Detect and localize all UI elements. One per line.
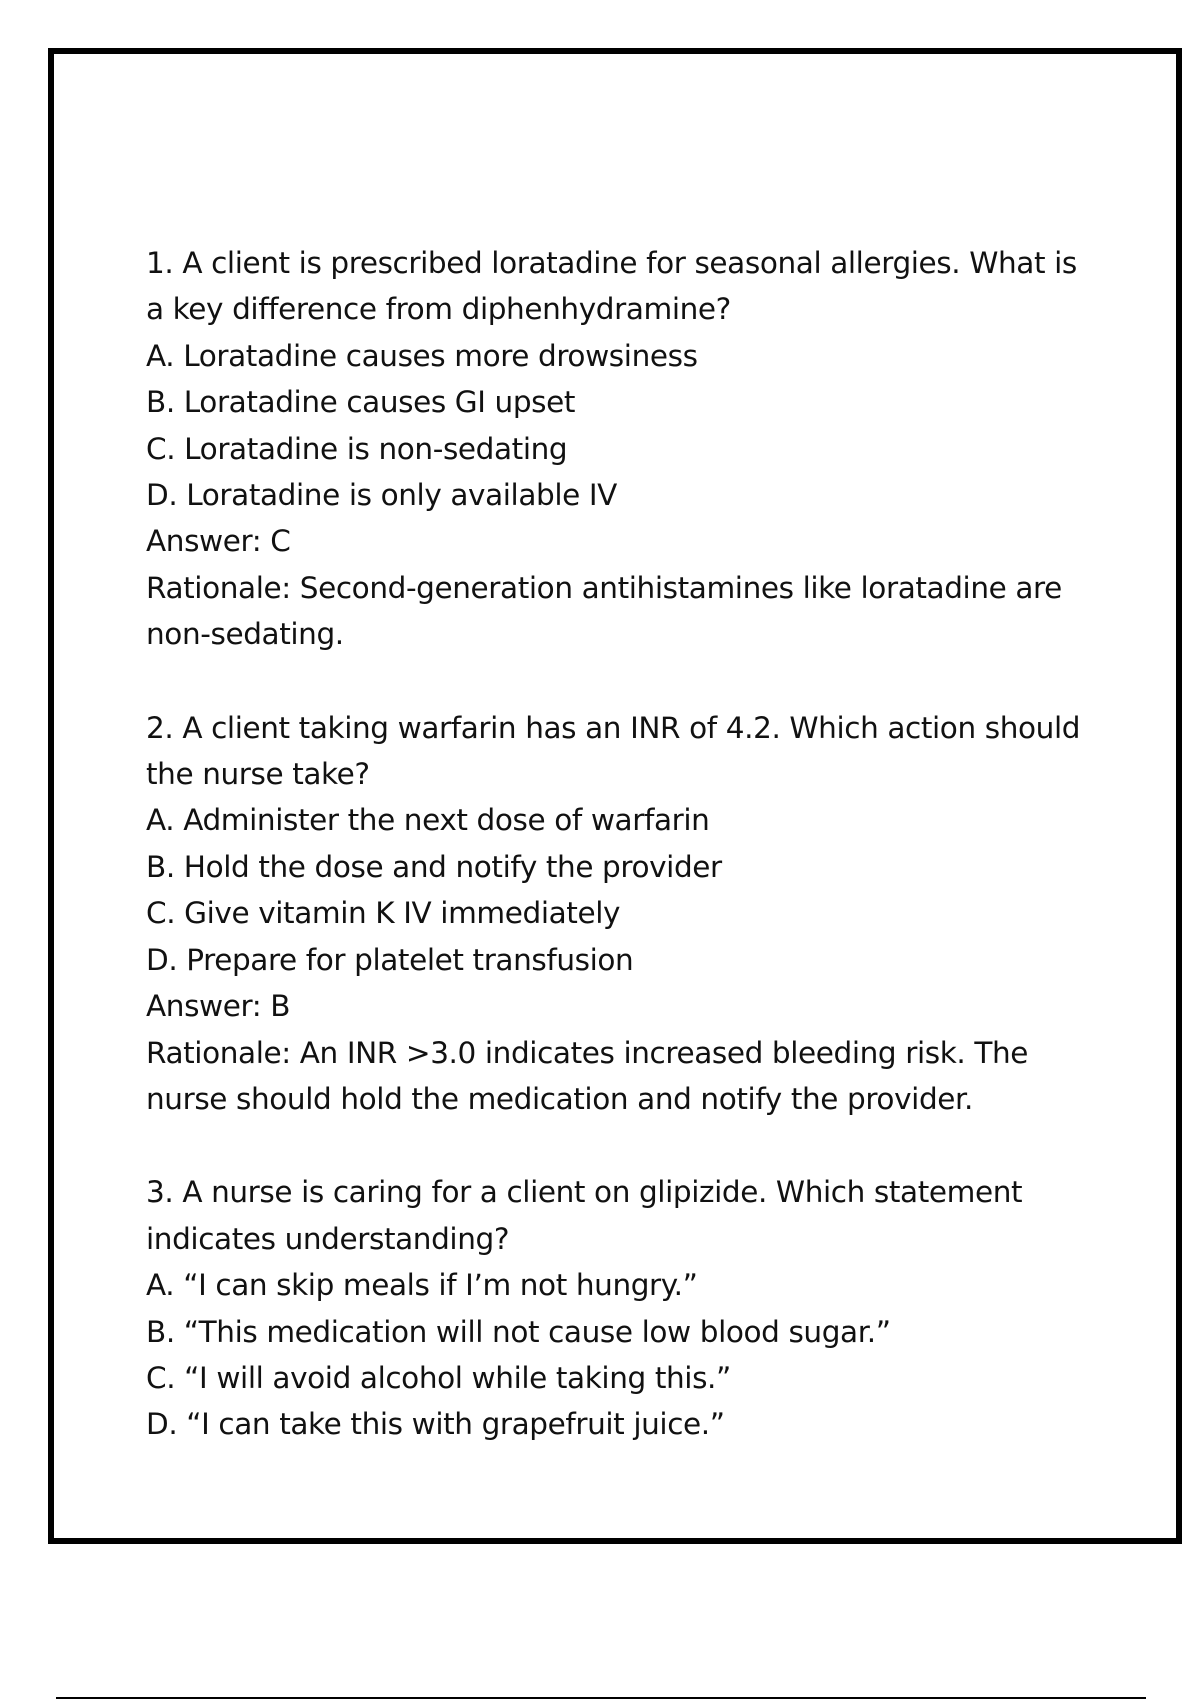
- question-2: [146, 705, 1096, 1123]
- question-1-option-d: D. Loratadine is only available IV: [146, 478, 617, 513]
- question-3: [146, 1169, 1096, 1447]
- question-1-prompt: 1. A client is prescribed loratadine for seasonal allergies. What is a key difference from diphenhydramine?: [146, 246, 1077, 327]
- question-1-answer: Answer: C: [146, 524, 291, 559]
- question-2-option-b: B. Hold the dose and notify the provider: [146, 849, 722, 884]
- question-2-answer: Answer: B: [146, 989, 291, 1024]
- question-2-option-d: D. Prepare for platelet transfusion: [146, 942, 634, 977]
- question-1-rationale: Rationale: Second-generation antihistamines like loratadine are non-sedating.: [146, 570, 1062, 652]
- question-1-option-c: C. Loratadine is non-sedating: [146, 431, 568, 466]
- question-2-prompt: 2. A client taking warfarin has an INR of 4.2. Which action should the nurse take?: [146, 710, 1081, 792]
- question-1-option-b: B. Loratadine causes GI upset: [146, 385, 576, 420]
- question-3-prompt: 3. A nurse is caring for a client on glipizide. Which statement indicates understanding?: [146, 1175, 1023, 1256]
- question-1-option-a: A. Loratadine causes more drowsiness: [146, 338, 698, 373]
- question-3-option-a: A. “I can skip meals if I’m not hungry.”: [146, 1268, 698, 1303]
- question-3-option-b: B. “This medication will not cause low blood sugar.”: [146, 1314, 891, 1349]
- question-3-option-d: D. “I can take this with grapefruit juice.”: [146, 1407, 725, 1442]
- question-2-option-c: C. Give vitamin K IV immediately: [146, 896, 621, 931]
- question-1: [146, 240, 1096, 658]
- question-list: [146, 240, 1096, 1448]
- question-3-option-c: C. “I will avoid alcohol while taking this.”: [146, 1360, 731, 1395]
- question-2-option-a: A. Administer the next dose of warfarin: [146, 803, 710, 838]
- bottom-rule: [56, 1697, 1146, 1699]
- question-2-rationale: Rationale: An INR >3.0 indicates increased bleeding risk. The nurse should hold the medication and notify the provider.: [146, 1035, 1029, 1116]
